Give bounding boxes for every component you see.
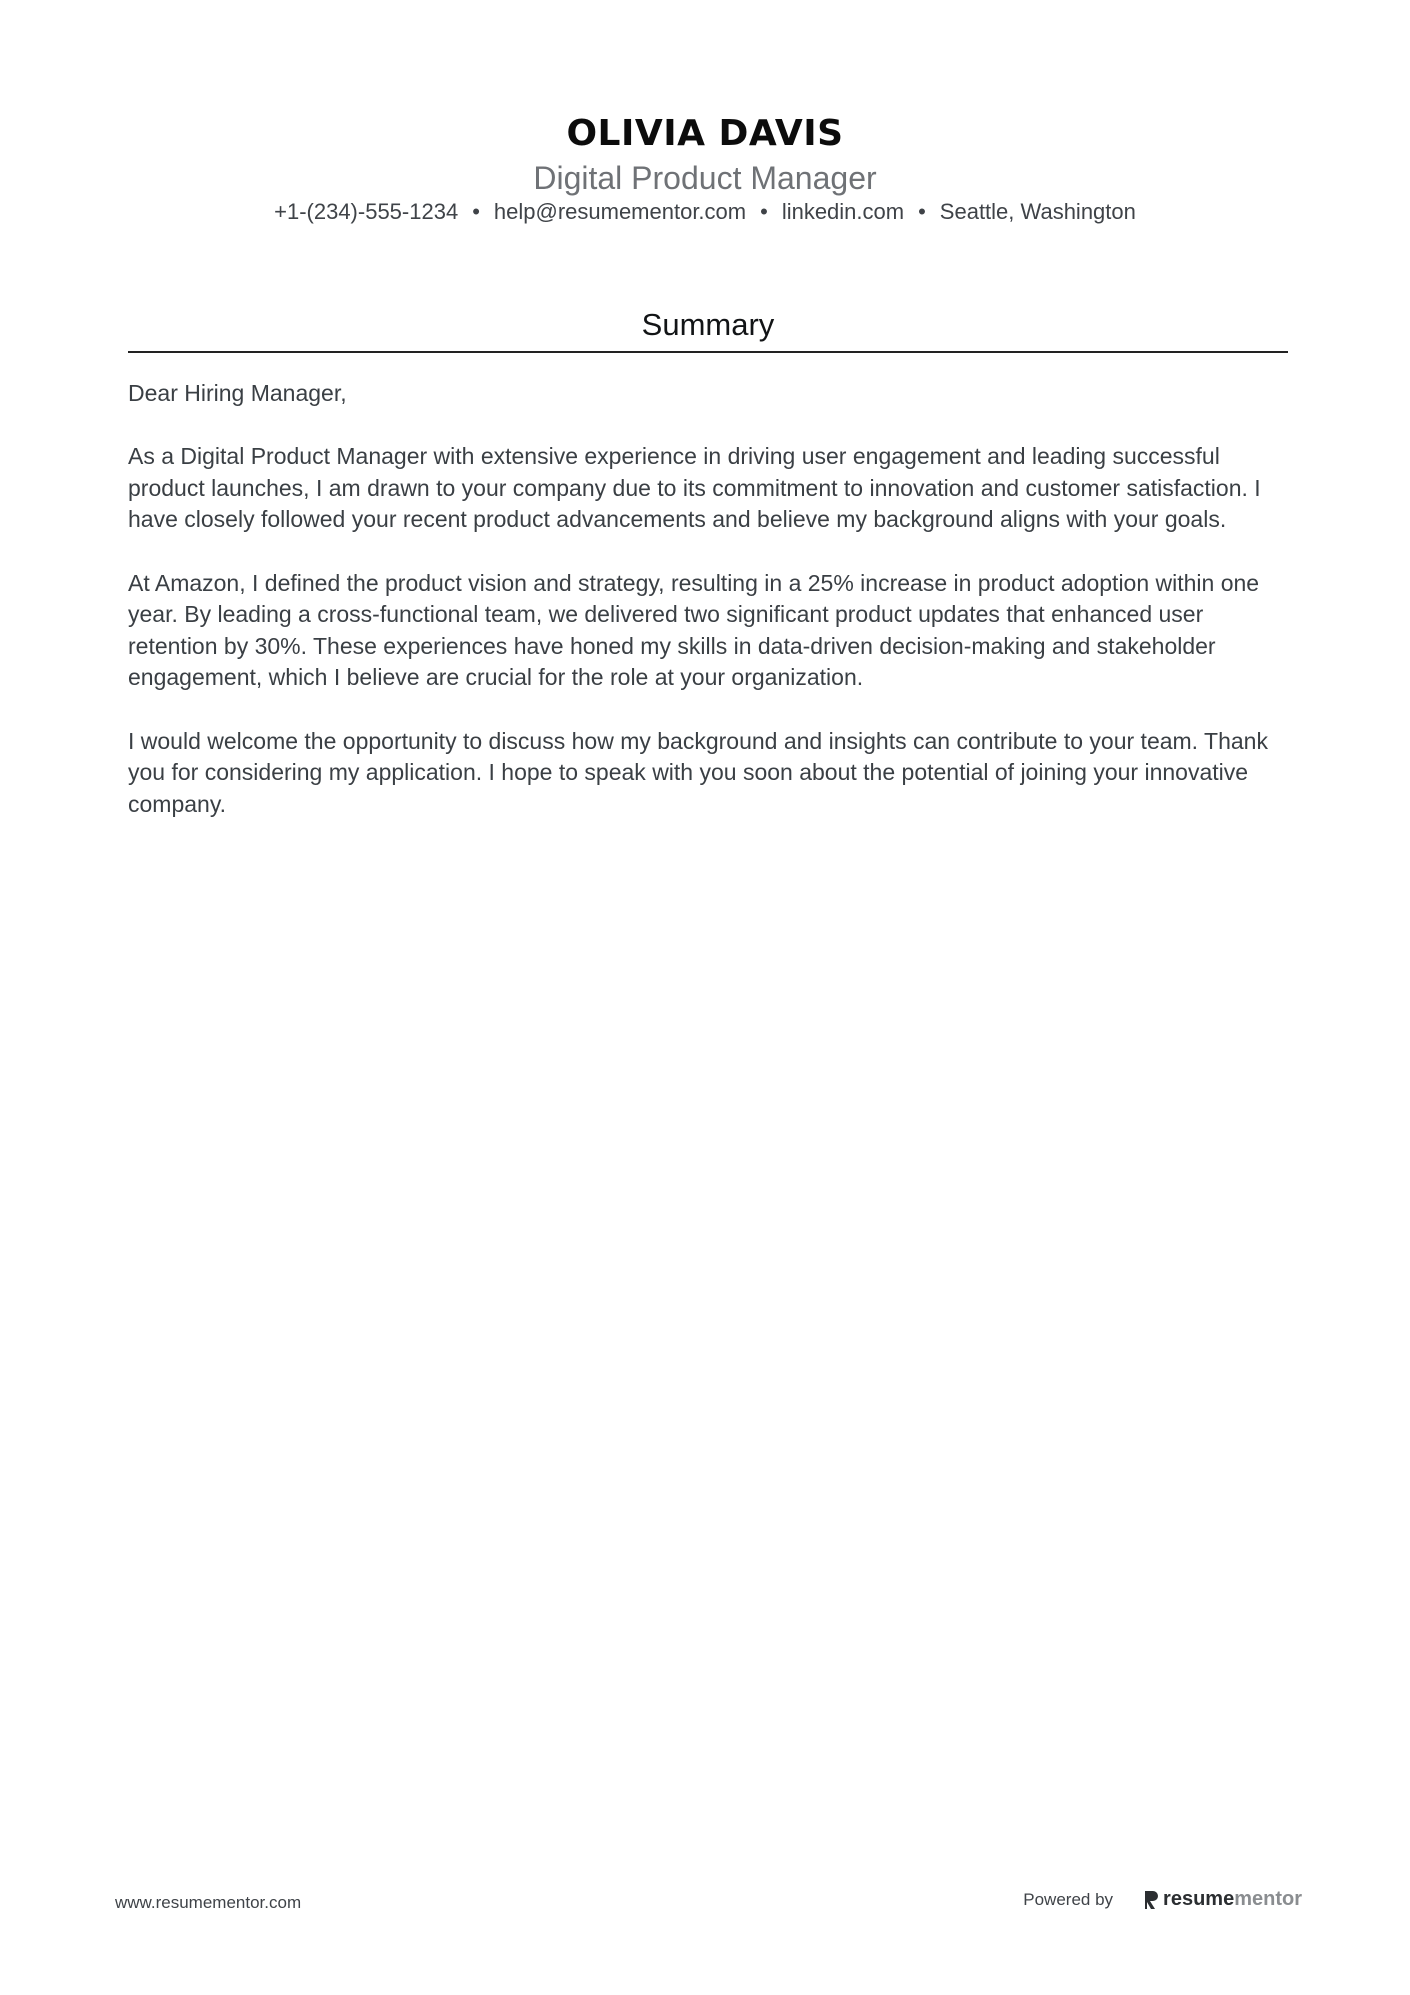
candidate-title: Digital Product Manager [533, 160, 877, 196]
footer-branding [1023, 1888, 1302, 1911]
location: Seattle, Washington [939, 199, 1136, 224]
letter-body [128, 378, 1288, 852]
separator-dot: • [918, 199, 926, 224]
letter-paragraph: I would welcome the opportunity to discuss how my background and insights can contribute to your team. Thank you for considering my application. I hope to speak with you soon about the potential of joining your innovative company. [128, 727, 1268, 817]
separator-dot: • [472, 199, 480, 224]
section-divider [128, 351, 1288, 353]
powered-by-label: Powered by [1023, 1889, 1114, 1909]
letter-greeting: Dear Hiring Manager, [128, 380, 347, 406]
footer-website: www.resumementor.com [115, 1893, 302, 1912]
letter-paragraph: As a Digital Product Manager with extensive experience in driving user engagement and leading successful product launches, I am drawn to your company due to its commitment to innovation and customer satisfaction. I have closely followed your recent product advancements and believe my background aligns with your goals. [128, 443, 1261, 533]
email-address: help@resumementor.com [493, 199, 747, 224]
brand-logo [1143, 1888, 1302, 1911]
contact-line [0, 198, 1410, 226]
brand-name-part2: mentor [1234, 1888, 1302, 1910]
letter-paragraph: At Amazon, I defined the product vision and strategy, resulting in a 25% increase in product adoption within one year. By leading a cross-functional team, we delivered two significant product updates that enhanced user retention by 30%. These experiences have honed my skills in data-driven decision-making and stakeholder engagement, which I believe are crucial for the role at your organization. [128, 569, 1260, 691]
resume-header [0, 112, 1410, 226]
phone-number: +1-(234)-555-1234 [274, 199, 459, 224]
section-title: Summary [641, 307, 775, 342]
brand-name-part1: resume [1163, 1888, 1235, 1910]
candidate-name: OLIVIA DAVIS [566, 113, 844, 154]
resumementor-logo-icon [1143, 1890, 1159, 1910]
separator-dot: • [760, 199, 768, 224]
linkedin-link: linkedin.com [781, 199, 905, 224]
